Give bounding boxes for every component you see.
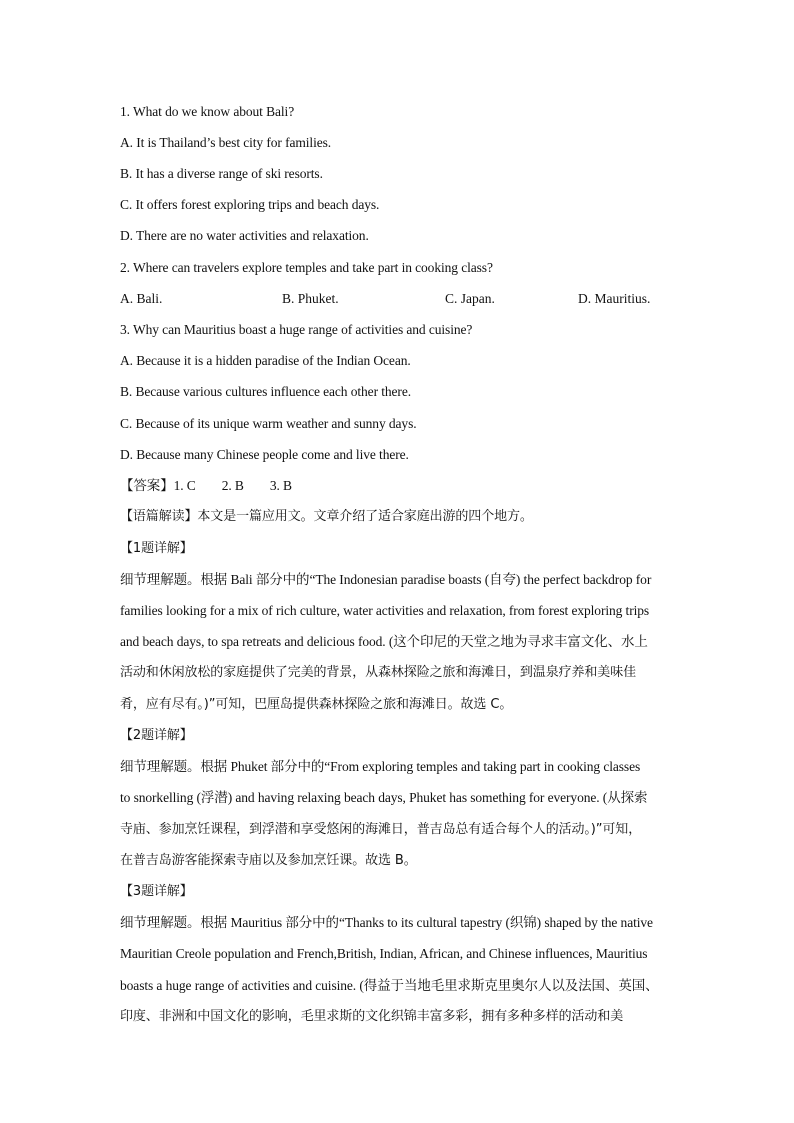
detail-1-line-5: 肴，应有尽有。)”可知，巴厘岛提供森林探险之旅和海滩日。故选 C。 [120,697,513,712]
answer-line [120,476,680,496]
detail-2-line-4: 在普吉岛游客能探索寺庙以及参加烹饪课。故选 B。 [120,853,417,868]
answer-label: 【答案】 [120,478,174,493]
question-1-option-d: D. There are no water activities and relaxation. [120,228,369,243]
analysis-label: 【语篇解读】 [120,509,198,524]
question-1-stem: 1. What do we know about Bali? [120,104,295,119]
detail-2-line-3: 寺庙、参加烹饪课程，到浮潜和享受悠闲的海滩日，普吉岛总有适合每个人的活动。)”可知， [120,822,642,837]
question-2-option-a: A. Bali. [120,291,163,306]
question-1-option-c: C. It offers forest exploring trips and beach days. [120,197,380,212]
question-1-option-b: B. It has a diverse range of ski resorts. [120,166,323,181]
question-3-option-a: A. Because it is a hidden paradise of the Indian Ocean. [120,353,411,368]
detail-3-line-2: Mauritian Creole population and French,British, Indian, African, and Chinese influences, Mauritius [120,946,648,961]
question-3-option-d: D. Because many Chinese people come and live there. [120,447,409,462]
question-2-option-b: B. Phuket. [282,291,339,306]
detail-3-line-1: 细节理解题。根据 Mauritius 部分中的“Thanks to its cultural tapestry (织锦) shaped by the native [120,915,653,930]
question-3-option-c: C. Because of its unique warm weather and sunny days. [120,416,417,431]
question-2-option-d: D. Mauritius. [578,291,651,306]
answer-item-3: 3. B [269,478,292,493]
detail-1-line-3: and beach days, to spa retreats and delicious food. (这个印尼的天堂之地为寻求丰富文化、水上 [120,634,648,649]
detail-2-line-2: to snorkelling (浮潜) and having relaxing beach days, Phuket has something for everyone. (从探索 [120,790,648,805]
analysis-text: 本文是一篇应用文。文章介绍了适合家庭出游的四个地方。 [197,509,533,524]
question-2-options [120,289,680,309]
detail-1-line-2: families looking for a mix of rich culture, water activities and relaxation, from forest exploring trips [120,603,650,618]
analysis-line [120,507,680,527]
answer-item-2: 2. B [221,478,244,493]
answer-item-1: 1. C [173,478,196,493]
detail-3-line-3: boasts a huge range of activities and cuisine. (得益于当地毛里求斯克里奥尔人以及法国、英国、 [120,978,659,993]
detail-3-line-4: 印度、非洲和中国文化的影响，毛里求斯的文化织锦丰富多彩，拥有多种多样的活动和美 [120,1009,624,1024]
detail-1-line-4: 活动和休闲放松的家庭提供了完美的背景，从森林探险之旅和海滩日，到温泉疗养和美味佳 [120,665,637,680]
detail-1-heading: 【1题详解】 [120,541,193,556]
detail-1-line-1: 细节理解题。根据 Bali 部分中的“The Indonesian paradise boasts (自夸) the perfect backdrop for [120,572,652,587]
detail-3-heading: 【3题详解】 [120,884,193,899]
question-2-stem: 2. Where can travelers explore temples and take part in cooking class? [120,260,493,275]
question-3-option-b: B. Because various cultures influence each other there. [120,384,411,399]
question-1-option-a: A. It is Thailand’s best city for families. [120,135,332,150]
question-3-stem: 3. Why can Mauritius boast a huge range of activities and cuisine? [120,322,473,337]
detail-2-heading: 【2题详解】 [120,728,193,743]
question-2-option-c: C. Japan. [445,291,495,306]
detail-2-line-1: 细节理解题。根据 Phuket 部分中的“From exploring temples and taking part in cooking classes [120,759,641,774]
